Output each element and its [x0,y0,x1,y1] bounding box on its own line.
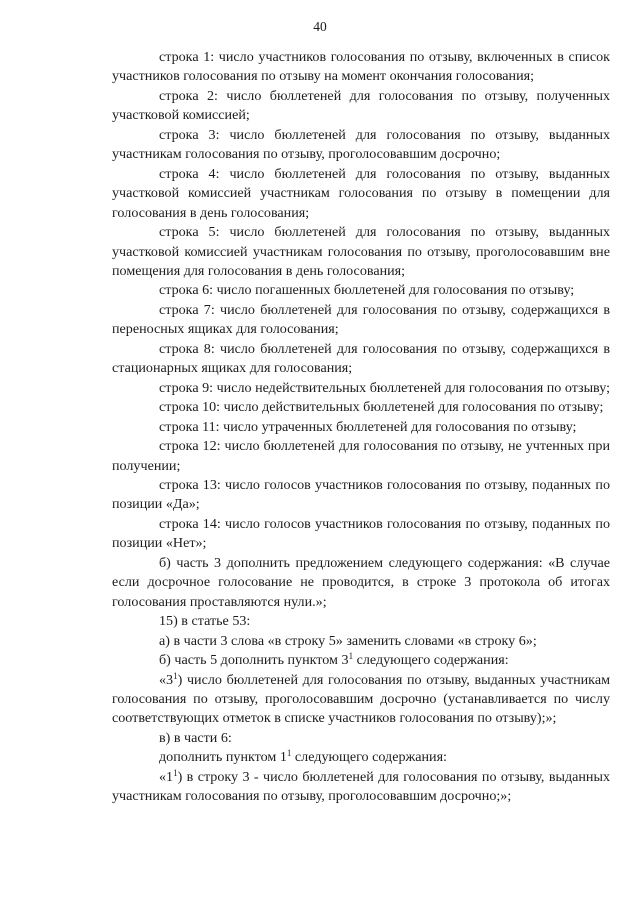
paragraph-text: строка 11: число утраченных бюллетеней для голосования по отзыву; [159,418,577,435]
superscript: 1 [173,670,178,681]
paragraph-text: строка 6: число погашенных бюллетеней для голосования по отзыву; [159,282,575,299]
superscript: 1 [173,767,178,778]
paragraph-row-10 [112,398,610,417]
paragraph-text: строка 3: число бюллетеней для голосования по отзыву, выданных участникам голосования по отзыву, проголосовавшим досрочно; [112,126,610,163]
paragraph-part6 [112,729,610,748]
page-number: 40 [313,19,327,34]
superscript: 1 [348,651,354,662]
paragraph-text: «3 [159,671,174,688]
paragraph-item-1-1 [112,768,610,807]
paragraph-text: строка 9: число недействительных бюллетеней для голосования по отзыву; [159,379,611,396]
paragraph-row-4 [112,165,610,223]
paragraph-row-3 [112,126,610,165]
paragraph-item-1-1-add [112,748,610,767]
paragraph-text: строка 7: число бюллетеней для голосования по отзыву, содержащихся в переносных ящиках для голосования; [112,301,610,338]
paragraph-text: б) часть 5 дополнить пунктом 3 [159,652,349,669]
paragraph-text: строка 12: число бюллетеней для голосования по отзыву, не учтенных при получении; [112,438,610,474]
paragraph-text: строка 13: число голосов участников голосования по отзыву, поданных по позиции «Да»; [112,476,610,513]
paragraph-text-tail: следующего содержания: [353,652,509,669]
paragraph-text-tail: ) число бюллетеней для голосования по отзыву, выданных участникам голосования по отзыву, проголосовавшим досрочно (устанавливается по числу соответствующих отметок в списке участников голосования по отзыву);»; [112,671,610,727]
paragraph-row-5 [112,223,610,281]
paragraph-row-8 [112,340,610,379]
paragraph-text: строка 8: число бюллетеней для голосования по отзыву, содержащихся в стационарных ящиках для голосования; [112,340,610,377]
paragraph-part5-add [112,651,610,670]
paragraph-text: в) в части 6: [159,729,232,746]
document-body [112,48,610,807]
paragraph-row-6 [112,281,610,300]
paragraph-text: строка 1: число участников голосования по отзыву, включенных в список участников голосования по отзыву на момент окончания голосования; [112,49,610,85]
paragraph-text: 15) в статье 53: [159,613,251,630]
paragraph-part3-replace [112,632,610,651]
paragraph-text: б) часть 3 дополнить предложением следующего содержания: «В случае если досрочное голосование не проводится, в строке 3 протокола об итогах голосования проставляются нули.»; [112,554,610,610]
paragraph-text: строка 5: число бюллетеней для голосования по отзыву, выданных участковой комиссией участникам голосования по отзыву, проголосовавшим вне помещения для голосования в день голосования; [112,224,610,279]
paragraph-article-53 [112,612,610,631]
paragraph-text-tail: следующего содержания: [291,749,447,766]
paragraph-text: а) в части 3 слова «в строку 5» заменить словами «в строку 6»; [159,632,537,649]
paragraph-row-12 [112,437,610,476]
paragraph-text: «1 [159,768,174,785]
paragraph-item-3-1 [112,671,610,729]
paragraph-row-1 [112,48,610,87]
paragraph-row-7 [112,301,610,340]
paragraph-row-2 [112,87,610,126]
paragraph-text-tail: ) в строку 3 - число бюллетеней для голосования по отзыву, выданных участникам голосования по отзыву, проголосовавшим досрочно;»; [112,768,610,805]
paragraph-row-11 [112,418,610,437]
paragraph-text: строка 14: число голосов участников голосования по отзыву, поданных по позиции «Нет»; [112,515,610,552]
paragraph-row-13 [112,476,610,515]
paragraph-text: строка 4: число бюллетеней для голосования по отзыву, выданных участковой комиссией участникам голосования по отзыву в помещении для голосования в день голосования; [112,165,610,221]
paragraph-row-9 [112,379,610,398]
paragraph-text: строка 10: число действительных бюллетеней для голосования по отзыву; [159,399,604,416]
paragraph-text: строка 2: число бюллетеней для голосования по отзыву, полученных участковой комиссией; [112,87,610,124]
paragraph-part3-amendment [112,554,610,612]
paragraph-text: дополнить пунктом 1 [159,749,287,766]
superscript: 1 [286,748,292,759]
paragraph-row-14 [112,515,610,554]
